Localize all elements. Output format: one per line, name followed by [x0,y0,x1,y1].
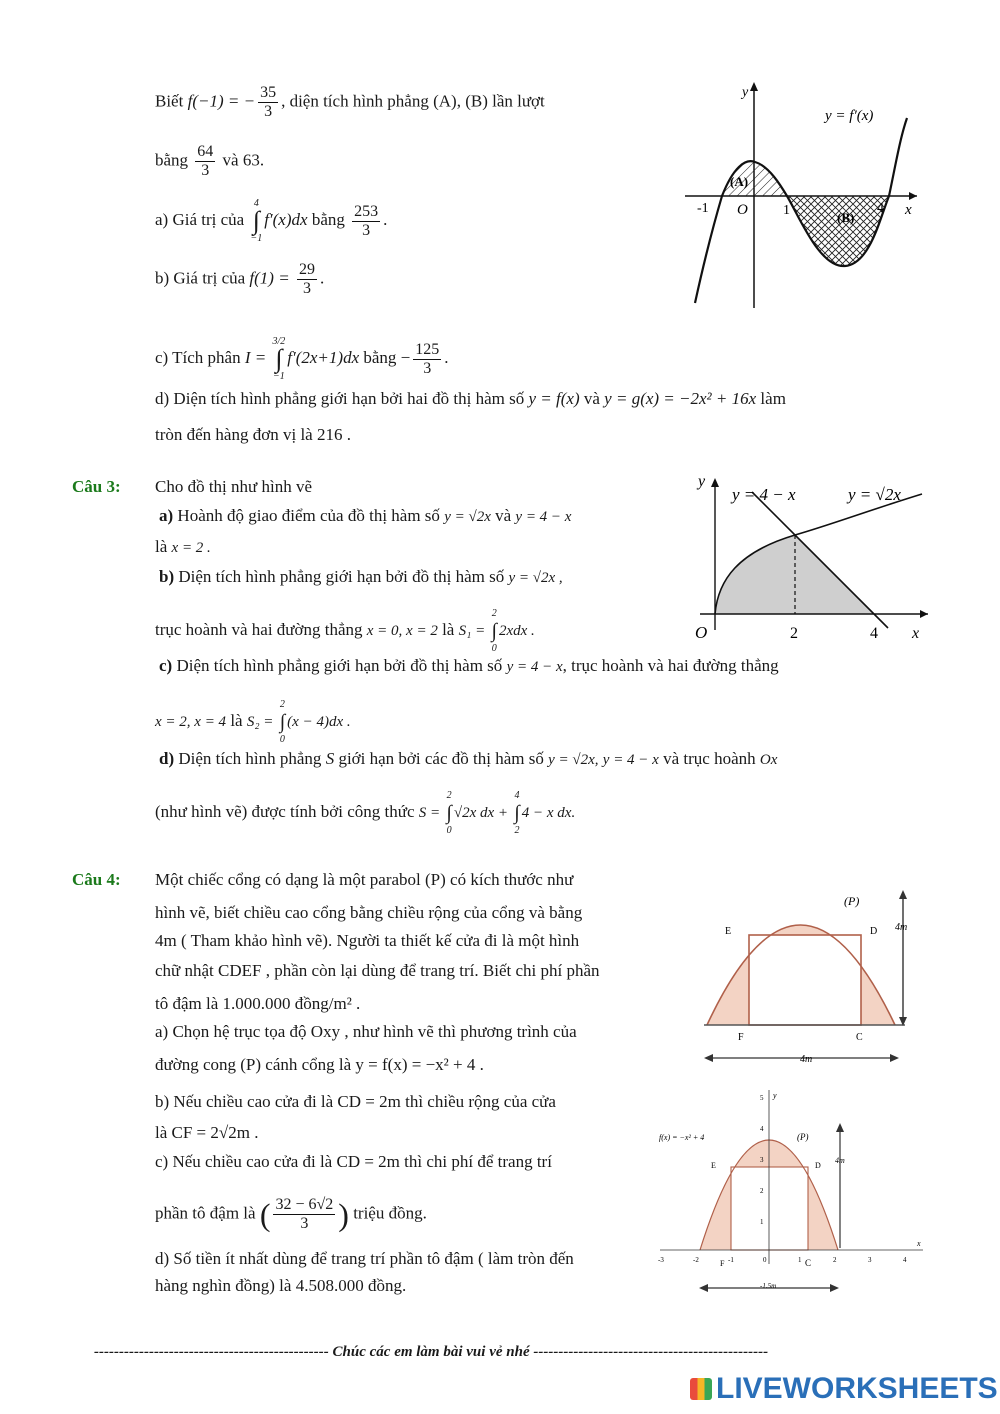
e-label: E [725,926,732,937]
tick-one: 1 [783,203,790,218]
c-label: C [805,1258,812,1268]
p-label: (P) [844,894,860,908]
q4-item-b: b) Nếu chiều cao cửa đi là CD = 2m thì chiều rộng của cửa [155,1092,556,1111]
tick-four: 4 [877,201,884,216]
label-line: y = 4 − x [732,485,796,504]
label-sqrt: y = √2x [848,485,901,504]
q3-figure [690,470,935,650]
q3-item-a: a) Hoành độ giao điểm của đồ thị hàm số y = √2x và y = 4 − x [159,506,572,525]
q4-label: Câu 4: [72,870,121,889]
y-tick-4: 4 [760,1125,764,1133]
q3-item-b-line2: trục hoành và hai đường thẳng x = 0, x = 2 là S₁ = 2 ∫ 0 2xdx . [155,608,535,654]
q4-para-3: 4m ( Tham khảo hình vẽ). Người ta thiết kế cửa đi là một hình [155,931,580,950]
height-label: 4m [895,922,908,933]
x-tick--1: -1 [728,1256,734,1264]
y-label: y [698,473,706,490]
f-label: F [738,1032,744,1043]
q2-item-d-line2: tròn đến hàng đơn vị là 216 . [155,425,351,444]
width-label: -1.5m [760,1282,777,1290]
y-tick-3: 3 [760,1156,764,1164]
x-tick-3: 3 [868,1256,872,1264]
q4-para-1: Một chiếc cổng có dạng là một parabol (P) có kích thước như [155,870,574,889]
q4-para-2: hình vẽ, biết chiều cao cổng bằng chiều rộng của cổng và bằng [155,903,583,922]
q3-item-b: b) Diện tích hình phẳng giới hạn bởi đồ thị hàm số y = √2x , [159,567,563,586]
x-tick-0: 0 [763,1256,767,1264]
d-label: D [870,926,878,937]
y-label: y [773,1091,777,1100]
d-label: D [815,1161,821,1170]
x-ticks [658,1256,907,1264]
c-label: C [856,1032,863,1043]
door-rect [749,935,861,1025]
q3-intro: Cho đồ thị như hình vẽ [155,477,313,496]
q4-item-b-line2: là CF = 2√2m . [155,1123,259,1142]
y-tick-2: 2 [760,1187,764,1195]
x-tick-4: 4 [903,1256,907,1264]
footer-message: ----------------------------------------------- Chúc các em làm bài vui vẻ nhé ----------------------------------------------- [94,1344,769,1360]
door-rect [731,1167,808,1250]
x-tick--2: -2 [693,1256,699,1264]
y-tick-5: 5 [760,1094,764,1102]
brand-logo: LIVEWORKSHEETS [690,1372,998,1406]
q4-item-d: d) Số tiền ít nhất dùng để trang trí phần tô đậm ( làm tròn đến [155,1249,574,1268]
q2-line-1: Biết f(−1) = − $\frac{35}{3}$ , diện tích hình phẳng (A), (B) lần lượt [155,84,545,120]
brand-icon [690,1378,712,1400]
q3-item-c-line2: x = 2, x = 4 là S₂ = 2 ∫ 0 (x − 4)dx . [155,699,351,745]
q2-item-a: a) Giá trị của 4 ∫ −1 f′(x)dx bằng $\frac{253}{3}$ . [155,198,388,244]
f-label: F [720,1259,725,1268]
q2-item-c: c) Tích phân I = 3/2 ∫ −1 f′(2x+1)dx bằng − $\frac{125}{3}$ . [155,336,449,382]
q4-item-d-line2: hàng nghìn đồng) là 4.508.000 đồng. [155,1276,407,1295]
q3-item-c: c) Diện tích hình phẳng giới hạn bởi đồ thị hàm số y = 4 − x, trục hoành và hai đường thẳng [159,656,779,675]
q2-item-d: d) Diện tích hình phẳng giới hạn bởi hai đồ thị hàm số y = f(x) và y = g(x) = −2x² + 16x làm [155,389,786,408]
q4-figure-2 [655,1088,930,1303]
q4-para-5: tô đậm là 1.000.000 đồng/m² . [155,994,361,1013]
shaded-region [715,535,875,614]
q4-item-a-line2: đường cong (P) cánh cổng là y = f(x) = −x² + 4 . [155,1055,484,1074]
y-label: y [742,85,749,100]
y-tick-1: 1 [760,1218,764,1226]
q2-line-2: bằng $\frac{64}{3}$ và 63. [155,143,265,179]
q4-item-c: c) Nếu chiều cao cửa đi là CD = 2m thì chi phí để trang trí [155,1152,552,1171]
tick-4: 4 [870,625,878,642]
q4-item-c-line2: phần tô đậm là ( $\frac{32 - 6√2}{3}$ ) triệu đồng. [155,1196,427,1233]
q4-figure-1 [700,880,925,1070]
x-label: x [912,625,920,642]
e-label: E [711,1161,716,1170]
x-tick--3: -3 [658,1256,664,1264]
x-label: x [905,202,912,218]
region-b-label: (B) [837,210,855,225]
q4-para-4: chữ nhật CDEF , phần còn lại dùng để trang trí. Biết chi phí phần [155,961,600,980]
q3-item-a-line2: là x = 2 . [155,537,211,556]
q2-item-b: b) Giá trị của f(1) = $\frac{29}{3}$ . [155,261,325,297]
x-tick-2: 2 [833,1256,837,1264]
tick-minus-one: -1 [697,201,709,216]
x-label: x [917,1239,921,1248]
q3-item-d-line2: (như hình vẽ) được tính bởi công thức S = 2 ∫ 0 √2x dx + 4 ∫ 2 4 − x dx. [155,790,576,836]
width-label: 4m [800,1054,813,1065]
p-label: (P) [797,1132,809,1142]
q3-item-d: d) Diện tích hình phẳng S giới hạn bởi các đồ thị hàm số y = √2x, y = 4 − x và trục hoành Ox [159,749,778,768]
origin-label: O [737,202,748,218]
x-tick-1: 1 [798,1256,802,1264]
tick-2: 2 [790,625,798,642]
curve-label: y = f′(x) [825,108,874,124]
function-label: f(x) = −x² + 4 [659,1133,705,1142]
height-label: 4m [835,1156,845,1165]
origin-label: O [695,623,708,642]
q4-item-a: a) Chọn hệ trục tọa độ Oxy , như hình vẽ thì phương trình của [155,1022,577,1041]
region-a-label: (A) [730,174,749,189]
q3-label: Câu 3: [72,477,121,496]
region-b [787,196,889,266]
q2-figure [685,78,925,318]
